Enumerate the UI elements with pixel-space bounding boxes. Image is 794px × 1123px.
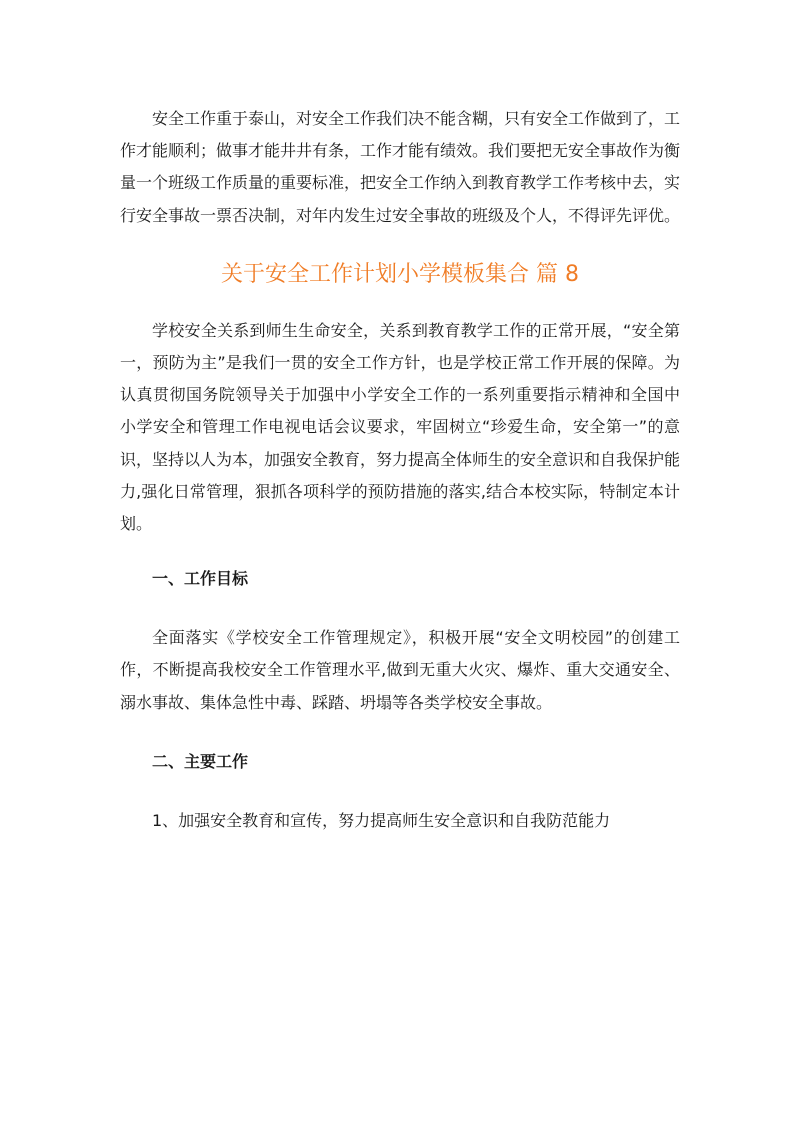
preface-line: 一，预防为主”是我们一贯的安全工作方针，也是学校正常工作开展的保障。为	[120, 352, 680, 372]
section-heading-goals: 一、工作目标	[152, 569, 249, 589]
intro-paragraph	[120, 103, 680, 232]
intro-line: 作才能顺利；做事才能井井有条，工作才能有绩效。我们要把无安全事故作为衡	[120, 141, 681, 161]
intro-line: 行安全事故一票否决制，对年内发生过安全事故的班级及个人，不得评先评优。	[120, 205, 681, 225]
spacer	[120, 719, 680, 746]
intro-line: 量一个班级工作质量的重要标准，把安全工作纳入到教育教学工作考核中去，实	[120, 173, 681, 193]
spacer	[120, 540, 680, 563]
preface-paragraph	[120, 315, 680, 540]
intro-line: 安全工作重于泰山，对安全工作我们决不能含糊，只有安全工作做到了，工	[152, 109, 681, 128]
document-body	[120, 103, 680, 837]
goals-paragraph	[120, 622, 680, 719]
document-title: 关于安全工作计划小学模板集合 篇 8	[221, 261, 579, 287]
preface-line: 划。	[120, 513, 153, 533]
preface-line: 力,强化日常管理，狠抓各项科学的预防措施的落实,结合本校实际，特制定本计	[120, 481, 680, 501]
goals-line: 全面落实《学校安全工作管理规定》，积极开展“安全文明校园”的创建工	[152, 628, 680, 648]
preface-line: 识，坚持以人为本，加强安全教育，努力提高全体师生的安全意识和自我保护能	[120, 449, 681, 469]
preface-line: 小学安全和管理工作电视电话会议要求，牢固树立“珍爱生命，安全第一”的意	[120, 417, 680, 437]
preface-line: 认真贯彻国务院领导关于加强中小学安全工作的一系列重要指示精神和全国中	[120, 385, 680, 405]
main-work-item-1: 1、加强安全教育和宣传，努力提高师生安全意识和自我防范能力	[152, 811, 611, 830]
spacer	[120, 778, 680, 805]
goals-line: 作，不断提高我校安全工作管理水平,做到无重大火灾、爆炸、重大交通安全、	[120, 660, 680, 680]
section-heading-main-work: 二、主要工作	[152, 751, 249, 771]
preface-line: 学校安全关系到师生生命安全，关系到教育教学工作的正常开展，“安全第	[152, 320, 680, 340]
goals-line: 溺水事故、集体急性中毒、踩踏、坍塌等各类学校安全事故。	[120, 692, 553, 712]
spacer	[120, 595, 680, 622]
